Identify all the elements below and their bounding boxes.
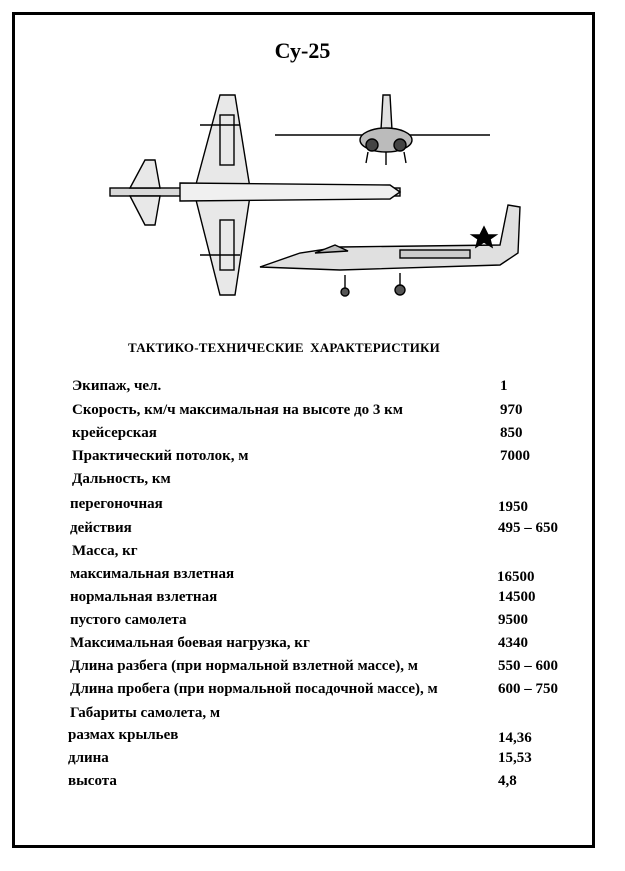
spec-value: 4340 — [498, 635, 528, 651]
spec-value: 1 — [500, 378, 508, 394]
spec-label: пустого самолета — [70, 612, 187, 628]
spec-value: 9500 — [498, 612, 528, 628]
spec-value: 1950 — [498, 499, 528, 515]
spec-label: нормальная взлетная — [70, 589, 218, 605]
spec-label: длина — [68, 750, 109, 766]
spec-value: 14500 — [498, 589, 536, 605]
spec-label: Длина пробега (при нормальной посадочной массе), м — [70, 681, 438, 697]
spec-label: Максимальная боевая нагрузка, кг — [70, 635, 310, 651]
spec-value: 600 – 750 — [498, 681, 558, 697]
aircraft-drawings — [100, 85, 530, 310]
spec-value: 550 – 600 — [498, 658, 558, 674]
spec-label: Экипаж, чел. — [72, 378, 162, 394]
spec-value: 850 — [500, 425, 523, 441]
aircraft-front-view — [275, 95, 490, 165]
spec-label: Длина разбега (при нормальной взлетной массе), м — [70, 658, 419, 674]
spec-value: 14,36 — [498, 730, 532, 746]
spec-value: 7000 — [500, 448, 530, 464]
spec-label: Габариты самолета, м — [70, 705, 221, 721]
aircraft-side-view — [260, 205, 520, 296]
spec-label: Масса, кг — [72, 543, 138, 559]
spec-label: перегоночная — [70, 496, 163, 512]
spec-value: 4,8 — [498, 773, 517, 789]
spec-label: Практический потолок, м — [72, 448, 249, 464]
specs-heading: ТАКТИКО-ТЕХНИЧЕСКИЕ ХАРАКТЕРИСТИКИ — [128, 340, 440, 355]
spec-label: Скорость, км/ч максимальная на высоте до 3 км — [72, 402, 403, 418]
spec-label: действия — [70, 520, 132, 536]
spec-value: 16500 — [497, 569, 535, 585]
spec-value: 970 — [500, 402, 523, 418]
spec-label: Дальность, км — [72, 471, 171, 487]
spec-label: максимальная взлетная — [70, 566, 235, 582]
spec-value: 15,53 — [498, 750, 532, 766]
spec-label: размах крыльев — [68, 727, 179, 743]
page-title: Су-25 — [274, 38, 331, 63]
spec-value: 495 – 650 — [498, 520, 558, 536]
spec-label: высота — [68, 773, 117, 789]
spec-label: крейсерская — [72, 425, 157, 441]
